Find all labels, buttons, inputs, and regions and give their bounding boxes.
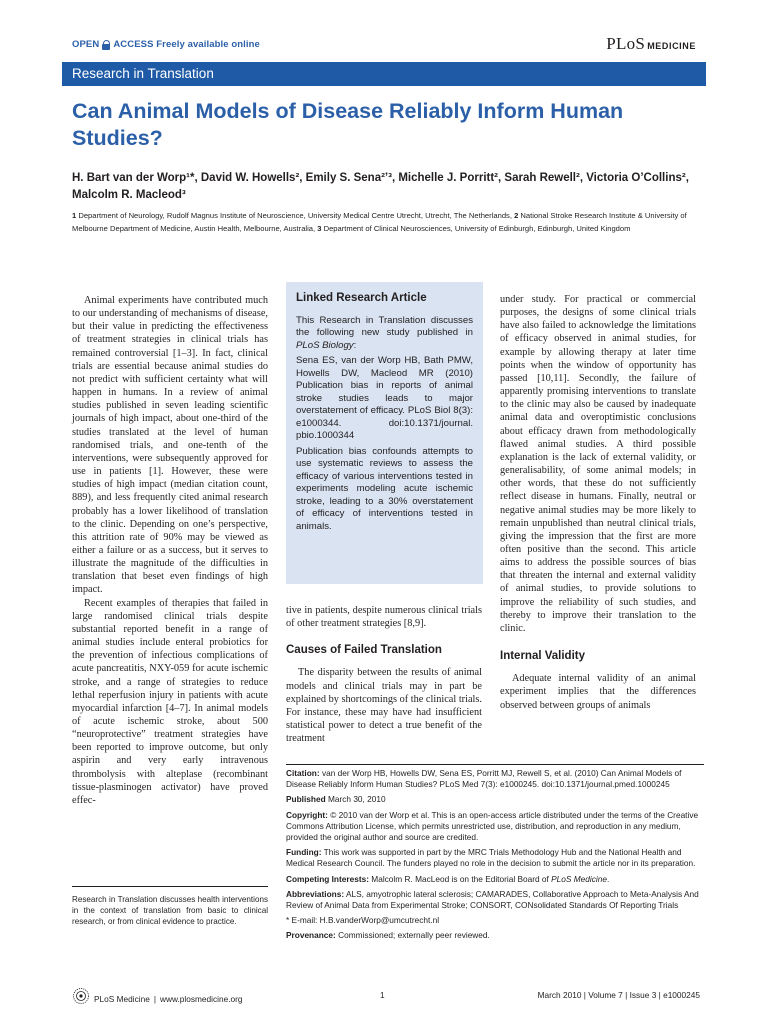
section-heading: Internal Validity	[500, 650, 585, 663]
provenance-text: Commissioned; externally peer reviewed.	[335, 930, 490, 941]
copyright-label: Copyright:	[286, 809, 328, 820]
linked-research-box	[286, 282, 483, 584]
body-paragraph: tive in patients, despite numerous clinical trials of other treatment strategies [8,9].	[286, 605, 482, 630]
open-access-label-a: OPEN	[72, 39, 100, 50]
footer-journal-name: PLoS Medicine	[94, 994, 150, 1004]
footnote-divider	[72, 886, 268, 887]
affiliation-number: 1	[72, 211, 77, 220]
journal-logo	[606, 34, 696, 54]
body-paragraph: Animal experiments have contributed much to our understanding of mechanisms of disease, but their value in predicting the effectiveness of treatment strategies in clinical trials has remained controversial [1–3]. In fact, clinical trials are essential because animal studies do not predict with sufficient certainty what will happen in humans. In a review of animal studies published in seven leading scientific journals of high impact, about one-third of the studies translated at the level of human randomised trials, and one-tenth of the interventions, were subsequently approved for use in patients [1]. However, these were studies of high impact (median citation count, 889), and less frequently cited animal research probably has a lower likelihood of translation to the clinic. Depending on one’s perspective, this attrition rate of 90% may be viewed as either a failure or as a success, but it serves to illustrate the magnitude of the difficulties in translation that beset even findings of high impact.	[72, 295, 268, 596]
linked-box-heading: Linked Research Article	[296, 292, 427, 304]
citation-info	[286, 768, 704, 790]
section-heading: Causes of Failed Translation	[286, 644, 442, 657]
section-banner: Research in Translation	[62, 62, 706, 86]
body-paragraph: Recent examples of therapies that failed in large randomised clinical trials despite substantial reported benefit in a range of animal studies include enteral probiotics for the prevention of infectious complications of acute pancreatitis, NXY-059 for acute ischemic stroke, and a range of strategies to reduce lethal reperfusion injury in patients with acute myocardial infarction [4–7]. In animal models of acute ischemic stroke, about 500 “neuroprotective” treatment strategies have been reported to improve outcome, but only aspirin and very early intravenous thrombolysis with alteplase (recombinant tissue-plasminogen activator) have proved effec-	[72, 597, 268, 806]
competing-end: .	[606, 873, 610, 884]
citation-label: Citation:	[286, 768, 320, 778]
competing-interests-info	[286, 874, 704, 885]
provenance-info	[286, 930, 704, 941]
body-column-3	[500, 293, 696, 712]
body-column-2	[286, 604, 482, 745]
journal-logo-sub: MEDICINE	[647, 41, 696, 51]
competing-journal: PLoS Medicine	[551, 873, 607, 884]
page-footer	[72, 990, 700, 1004]
citation-text: van der Worp HB, Howells DW, Sena ES, Porritt MJ, Rewell S, et al. (2010) Can Animal Models of Disease Reliably Inform Human Studies? PLoS Med 7(3): e1000245. doi:10.1371/journal.pmed.1000245	[286, 768, 682, 790]
affiliation-number: 3	[317, 223, 322, 233]
copyright-text: © 2010 van der Worp et al. This is an open-access article distributed under the terms of the Creative Commons Attribution License, which permits unrestricted use, distribution, and reproduction in any medium, provided the original author and source are credited.	[286, 809, 699, 843]
linked-box-intro-end: :	[353, 339, 357, 351]
funding-text: This work was supported in part by the MRC Trials Methodology Hub and the National Health and Medical Research Council. The funders played no role in the decision to submit the article nor in its preparation.	[286, 847, 696, 869]
page-number: 1	[380, 990, 385, 1000]
series-footnote: Research in Translation discusses health interventions in the context of translation from basic to clinical research, or from clinical evidence to practice.	[72, 895, 268, 926]
author-list: H. Bart van der Worp¹*, David W. Howells², Emily S. Sena²ʼ³, Michelle J. Porritt², Sarah Rewell², Victoria O’Collins², Malcolm R. Macleod³	[72, 172, 689, 201]
open-access-logo	[72, 39, 260, 50]
article-title: Can Animal Models of Disease Reliably Inform Human Studies?	[72, 99, 624, 150]
competing-label: Competing Interests:	[286, 873, 369, 884]
email-info[interactable]: * E-mail: H.B.vanderWorp@umcutrecht.nl	[286, 915, 440, 926]
body-paragraph: The disparity between the results of animal models and clinical trials may in part be explained by shortcomings of the clinical trials. For instance, these may have had insufficient statistical power to detect a true benefit of the treatment	[286, 667, 482, 745]
copyright-info	[286, 810, 704, 844]
linked-box-citation[interactable]: Sena ES, van der Worp HB, Bath PMW, Howells DW, Macleod MR (2010) Publication bias in reports of animal stroke studies leads to major overstatement of efficacy. PLoS Biol 8(3): e1000344. doi:10.1371/journal. pbio.1000344	[296, 355, 473, 441]
open-access-label-b: ACCESS Freely available online	[113, 39, 260, 50]
footer-journal	[72, 990, 243, 1008]
published-label: Published	[286, 794, 326, 805]
linked-box-intro-text: This Research in Translation discusses the following new study published in	[296, 314, 473, 338]
issue-info: March 2010 | Volume 7 | Issue 3 | e1000245	[537, 990, 700, 1000]
affiliation-text: Department of Clinical Neurosciences, University of Edinburgh, Edinburgh, United Kingdom	[321, 223, 631, 233]
competing-text: Malcolm R. MacLeod is on the Editorial Board of	[368, 873, 552, 884]
affiliation-text: Department of Neurology, Rudolf Magnus Institute of Neuroscience, University Medical Centre Utrecht, Utrecht, The Netherlands,	[76, 211, 515, 220]
metadata-divider	[286, 764, 704, 765]
open-lock-icon	[102, 40, 110, 50]
published-info	[286, 794, 704, 805]
body-paragraph: under study. For practical or commercial purposes, the designs of some clinical trials have also failed to acknowledge the limitations of efficacy observed in animal studies, for example by allowing therapy at later time points when the window of opportunity has passed [10,11]. Secondly, the failure of apparently promising interventions to translate to the clinic may also be caused by inadequate animal data and overoptimistic conclusions about efficacy drawn from methodologically flawed animal studies. A third possible explanation is the lack of external validity, or generalisability, of some animal models; in other words, that these do not sufficiently reflect disease in humans. Finally, neutral or negative animal studies may be more likely to remain unpublished than neutral clinical trials, giving the impression that the first are more often positive than the second. This article aims to address the possible sources of bias that threaten the internal and external validity of animal studies, to provide solutions to improve the reliability of such studies, and thereby to improve their translation to the clinic.	[500, 294, 696, 634]
linked-box-summary: Publication bias confounds attempts to use systematic reviews to assess the efficacy of various interventions tested in experiments modeling acute ischemic stroke, leading to a 30% overstatement of efficacy of interventions tested in animals.	[296, 445, 473, 532]
abbreviations-info	[286, 889, 704, 911]
body-paragraph: Adequate internal validity of an animal experiment implies that the differences observed between groups of animals	[500, 673, 696, 711]
article-metadata	[286, 768, 704, 946]
affiliations	[72, 210, 704, 235]
funding-info	[286, 847, 704, 869]
linked-box-journal: PLoS Biology	[296, 339, 354, 351]
journal-logo-main: PLoS	[606, 34, 646, 53]
footer-url[interactable]: www.plosmedicine.org	[159, 994, 243, 1004]
plos-seal-icon	[72, 987, 90, 1005]
body-column-1	[72, 294, 268, 807]
footer-separator: |	[153, 994, 156, 1004]
affiliation-number: 2	[514, 211, 519, 220]
provenance-label: Provenance:	[286, 930, 336, 941]
abbreviations-label: Abbreviations:	[286, 888, 345, 899]
abbreviations-text: ALS, amyotrophic lateral sclerosis; CAMARADES, Collaborative Approach to Meta-Analysis And Review of Animal Data from Experimental Stroke; CONSORT, CONsolidated Standards Of Reporting Trials	[286, 888, 699, 911]
published-date: March 30, 2010	[325, 794, 386, 805]
linked-box-intro	[296, 315, 473, 353]
funding-label: Funding:	[286, 847, 322, 858]
affiliation-text: National Stroke Research Institute & University of Melbourne Department of Medicine, Austin Health, Melbourne, Australia,	[72, 211, 687, 233]
